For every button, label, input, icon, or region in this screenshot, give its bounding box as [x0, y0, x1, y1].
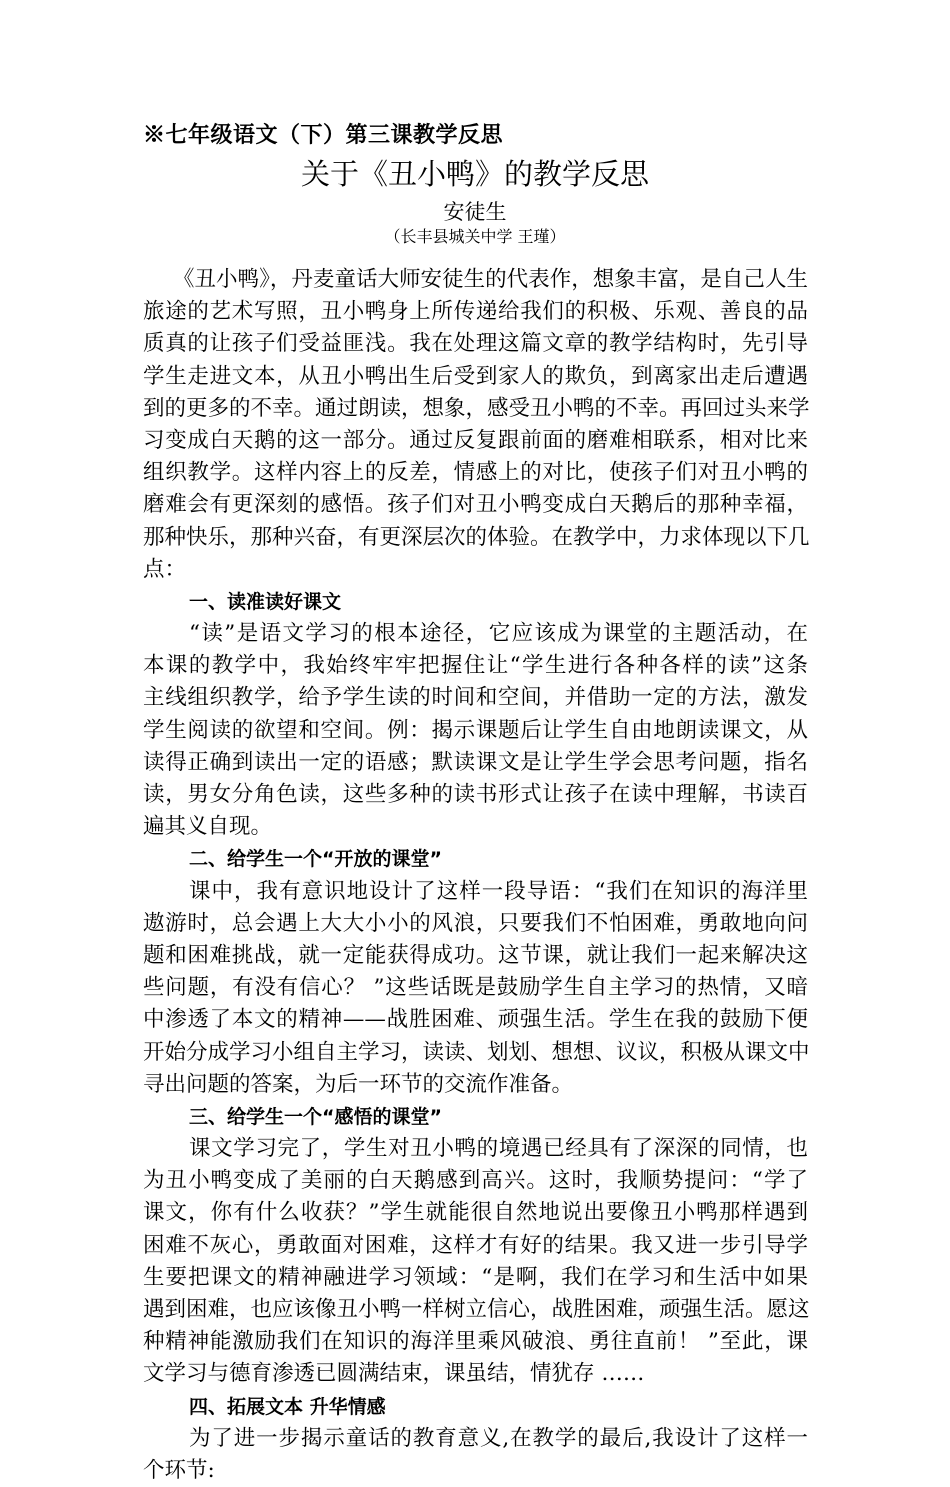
paragraph-line: 旅途的艺术写照，丑小鸭身上所传递给我们的积极、乐观、善良的品 [143, 299, 808, 325]
section-heading-1: 一、读准读好课文 [189, 590, 342, 613]
paragraph-line: 主线组织教学，给予学生读的时间和空间，并借助一定的方法，激发 [143, 685, 808, 711]
affiliation-line: （长丰县城关中学 王瑾） [384, 227, 566, 246]
paragraph-line: 课文，你有什么收获？”学生就能很自然地说出要像丑小鸭那样遇到 [143, 1200, 808, 1226]
paragraph-line: 遇到困难，也应该像丑小鸭一样树立信心，战胜困难，顽强生活。愿这 [143, 1297, 810, 1322]
paragraph-line: 寻出问题的答案，为后一环节的交流作准备。 [143, 1071, 574, 1097]
paragraph-line: 读，男女分角色读，这些多种的读书形式让孩子在读中理解，书读百 [143, 782, 808, 807]
paragraph-line: 组织教学。这样内容上的反差，情感上的对比，使孩子们对丑小鸭的 [143, 460, 808, 486]
paragraph-line: 遍其义自现。 [143, 814, 273, 840]
paragraph-line: 为丑小鸭变成了美丽的白天鹅感到高兴。这时，我顺势提问：“学了 [143, 1168, 808, 1194]
paragraph-line: 《丑小鸭》，丹麦童话大师安徒生的代表作，想象丰富，是自己人生 [173, 267, 808, 292]
paragraph-line: 个环节: [143, 1457, 215, 1483]
paragraph-line: 为了进一步揭示童话的教育意义,在教学的最后,我设计了这样一 [189, 1425, 808, 1451]
series-title: ※七年级语文（下）第三课教学反思 [143, 122, 504, 148]
section-heading-4: 四、拓展文本 升华情感 [189, 1395, 386, 1418]
paragraph-line: 学生阅读的欲望和空间。例：揭示课题后让学生自由地朗读课文，从 [143, 717, 808, 743]
article-body [143, 264, 808, 1487]
paragraph-line: 磨难会有更深刻的感悟。孩子们对丑小鸭变成白天鹅后的那种幸福， [143, 492, 808, 518]
page-title: 关于《丑小鸭》的教学反思 [300, 157, 649, 191]
paragraph-line: 读得正确到读出一定的语感；默读课文是让学生学会思考问题，指名 [143, 749, 808, 775]
paragraph-line: 文学习与德育渗透已圆满结束，课虽结，情犹存 …… [143, 1361, 645, 1387]
paragraph-line: 课文学习完了，学生对丑小鸭的境遇已经具有了深深的同情，也 [189, 1136, 808, 1162]
paragraph-line: 题和困难挑战，就一定能获得成功。这节课，就让我们一起来解决这 [143, 942, 808, 968]
paragraph-line: 本课的教学中，我始终牢牢把握住让“学生进行各种各样的读”这条 [143, 653, 808, 679]
paragraph-line: 质真的让孩子们受益匪浅。我在处理这篇文章的教学结构时，先引导 [143, 331, 808, 357]
paragraph-line: 课中，我有意识地设计了这样一段导语：“我们在知识的海洋里 [189, 878, 808, 904]
paragraph-line: 遨游时，总会遇上大大小小的风浪，只要我们不怕困难，勇敢地向问 [143, 910, 808, 936]
paragraph-line: 到的更多的不幸。通过朗读，想象，感受丑小鸭的不幸。再回过头来学 [143, 395, 810, 421]
paragraph-line: 点： [143, 556, 187, 582]
paragraph-line: 学生走进文本，从丑小鸭出生后受到家人的欺负，到离家出走后遭遇 [143, 363, 808, 389]
paragraph-line: 开始分成学习小组自主学习，读读、划划、想想、议议，积极从课文中 [143, 1039, 810, 1065]
paragraph-line: 习变成白天鹅的这一部分。通过反复跟前面的磨难相联系，相对比来 [143, 427, 808, 453]
author-line: 安徒生 [443, 200, 507, 224]
paragraph-line: 困难不灰心，勇敢面对困难，这样才有好的结果。我又进一步引导学 [143, 1232, 808, 1258]
section-heading-2: 二、给学生一个“开放的课堂” [189, 848, 442, 871]
paragraph-line: 些问题，有没有信心？ ”这些话既是鼓励学生自主学习的热情，又暗 [143, 975, 808, 1001]
paragraph-line: 生要把课文的精神融进学习领域：“是啊，我们在学习和生活中如果 [143, 1264, 808, 1290]
paragraph-line: “读”是语文学习的根本途径，它应该成为课堂的主题活动，在 [189, 621, 808, 647]
paragraph-line: 中渗透了本文的精神——战胜困难、顽强生活。学生在我的鼓励下便 [143, 1007, 808, 1033]
paragraph-line: 那种快乐，那种兴奋，有更深层次的体验。在教学中，力求体现以下几 [143, 524, 810, 550]
section-heading-3: 三、给学生一个“感悟的课堂” [189, 1105, 442, 1128]
paragraph-line: 种精神能激励我们在知识的海洋里乘风破浪、勇往直前！ ”至此，课 [143, 1329, 808, 1355]
